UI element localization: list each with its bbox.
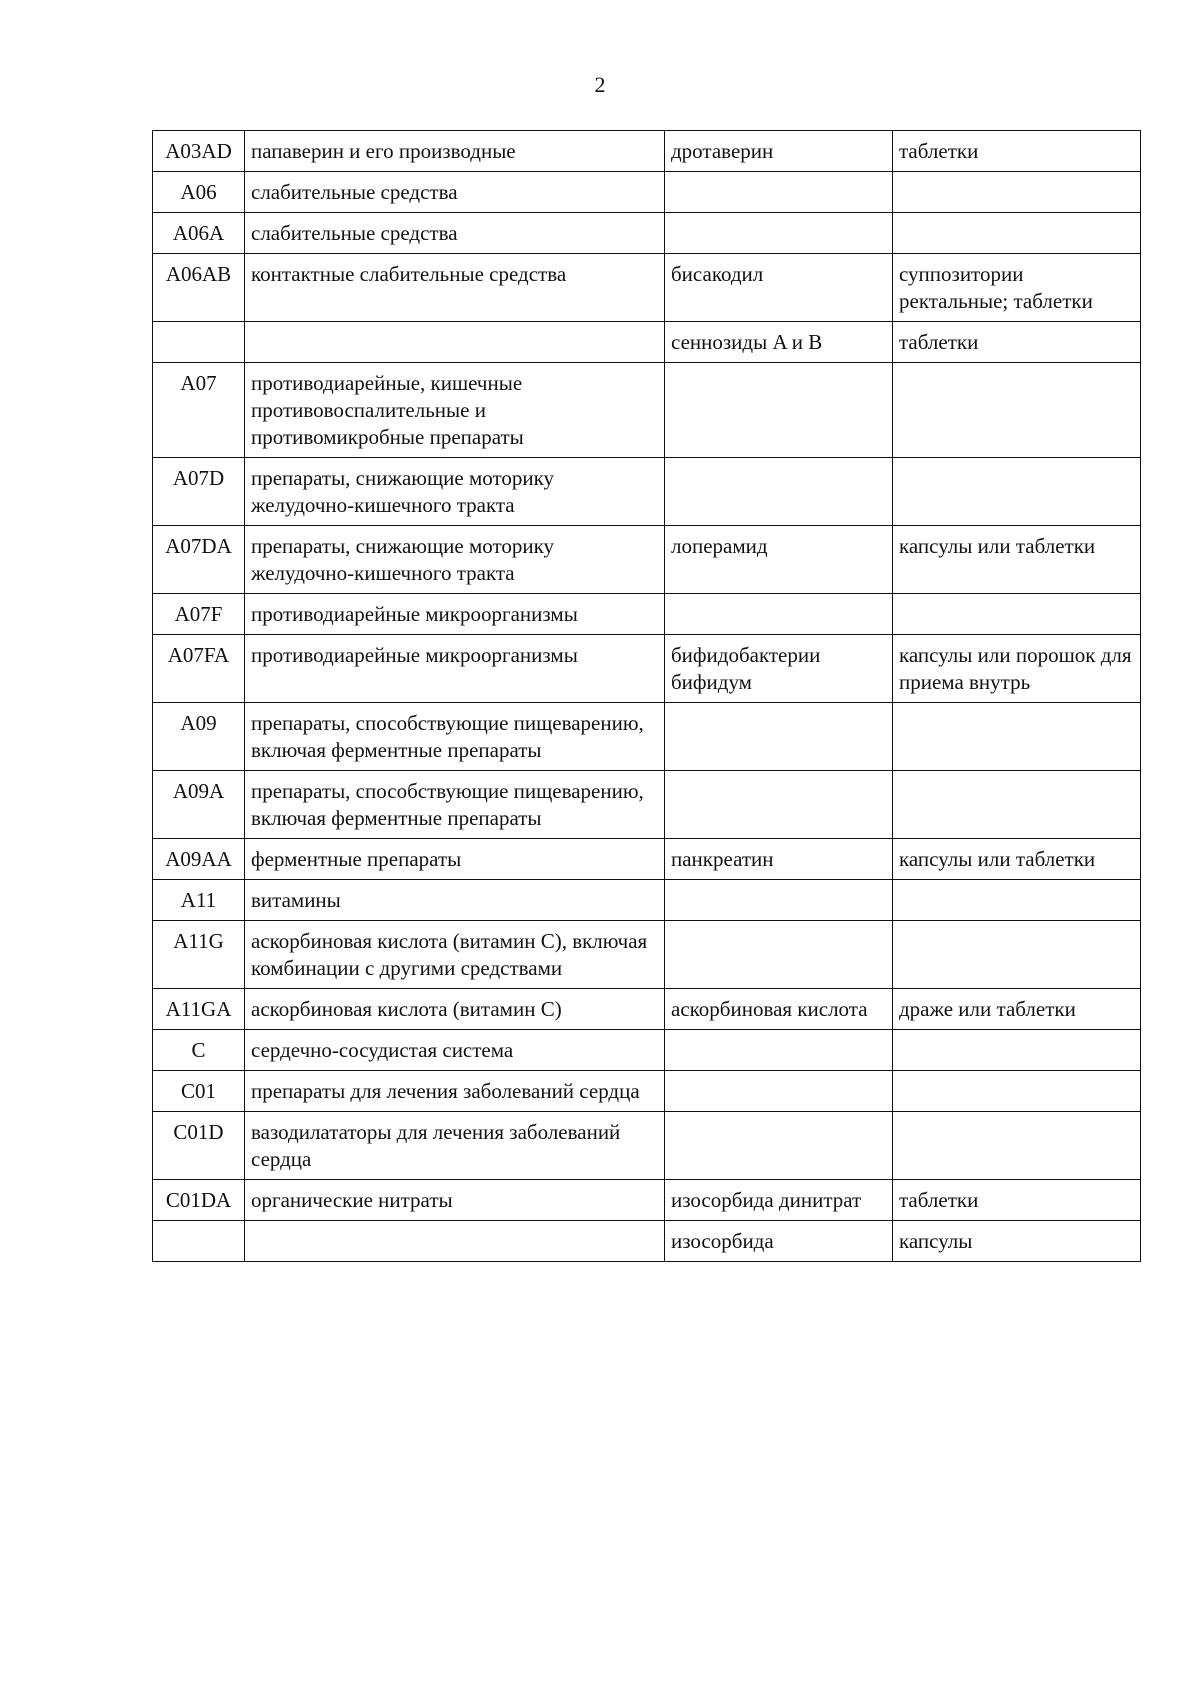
pharmacological-group-cell: контактные слабительные средства	[245, 254, 665, 322]
dosage-form-cell	[893, 458, 1141, 526]
table-row	[153, 839, 1141, 880]
drug-name-cell	[665, 1071, 893, 1112]
atc-code-cell: A07DA	[153, 526, 245, 594]
dosage-form-cell	[893, 921, 1141, 989]
table-row	[153, 254, 1141, 322]
drug-name-cell: панкреатин	[665, 839, 893, 880]
table-row	[153, 1071, 1141, 1112]
atc-code-cell: C01	[153, 1071, 245, 1112]
dosage-form-cell	[893, 213, 1141, 254]
table-row	[153, 1180, 1141, 1221]
pharmacological-group-cell: слабительные средства	[245, 172, 665, 213]
atc-code-cell: A03AD	[153, 131, 245, 172]
drug-name-cell	[665, 458, 893, 526]
atc-code-cell	[153, 1221, 245, 1262]
drug-name-cell	[665, 213, 893, 254]
drug-name-cell	[665, 921, 893, 989]
drug-name-cell: бифидобактерии бифидум	[665, 635, 893, 703]
atc-code-cell: C	[153, 1030, 245, 1071]
drug-name-cell	[665, 1112, 893, 1180]
dosage-form-cell: капсулы	[893, 1221, 1141, 1262]
table-row	[153, 526, 1141, 594]
pharmacological-group-cell: слабительные средства	[245, 213, 665, 254]
atc-code-cell	[153, 322, 245, 363]
pharmacological-group-cell: органические нитраты	[245, 1180, 665, 1221]
atc-code-cell: A09	[153, 703, 245, 771]
drug-name-cell	[665, 594, 893, 635]
dosage-form-cell: таблетки	[893, 1180, 1141, 1221]
drug-name-cell	[665, 363, 893, 458]
atc-code-cell: A07FA	[153, 635, 245, 703]
pharmacological-group-cell	[245, 322, 665, 363]
atc-code-cell: A09AA	[153, 839, 245, 880]
table-row	[153, 880, 1141, 921]
atc-code-cell: A11	[153, 880, 245, 921]
dosage-form-cell	[893, 172, 1141, 213]
table-row	[153, 458, 1141, 526]
table-row	[153, 322, 1141, 363]
dosage-form-cell: таблетки	[893, 322, 1141, 363]
pharmacological-group-cell: препараты, снижающие моторику желудочно-кишечного тракта	[245, 458, 665, 526]
pharmacological-group-cell: ферментные препараты	[245, 839, 665, 880]
drug-name-cell: изосорбида	[665, 1221, 893, 1262]
pharmacological-group-cell: препараты для лечения заболеваний сердца	[245, 1071, 665, 1112]
dosage-form-cell	[893, 703, 1141, 771]
drug-name-cell: аскорбиновая кислота	[665, 989, 893, 1030]
dosage-form-cell	[893, 771, 1141, 839]
atc-code-cell: A07D	[153, 458, 245, 526]
dosage-form-cell: капсулы или таблетки	[893, 839, 1141, 880]
dosage-form-cell	[893, 363, 1141, 458]
dosage-form-cell	[893, 1071, 1141, 1112]
atc-code-cell: A07	[153, 363, 245, 458]
atc-code-cell: A09A	[153, 771, 245, 839]
table-row	[153, 594, 1141, 635]
drug-name-cell: бисакодил	[665, 254, 893, 322]
page-number: 2	[594, 72, 606, 97]
dosage-form-cell: капсулы или таблетки	[893, 526, 1141, 594]
pharmacological-group-cell: противодиарейные микроорганизмы	[245, 635, 665, 703]
atc-code-cell: A11G	[153, 921, 245, 989]
table-row	[153, 771, 1141, 839]
pharmacological-group-cell: сердечно-сосудистая система	[245, 1030, 665, 1071]
pharmacological-group-cell: препараты, способствующие пищеварению, включая ферментные препараты	[245, 703, 665, 771]
drug-name-cell	[665, 1030, 893, 1071]
atc-code-cell: A07F	[153, 594, 245, 635]
drug-name-cell: изосорбида динитрат	[665, 1180, 893, 1221]
pharmacological-group-cell: витамины	[245, 880, 665, 921]
drug-name-cell	[665, 771, 893, 839]
pharmacological-group-cell: противодиарейные, кишечные противовоспалительные и противомикробные препараты	[245, 363, 665, 458]
drug-name-cell: лоперамид	[665, 526, 893, 594]
dosage-form-cell: драже или таблетки	[893, 989, 1141, 1030]
pharmacological-group-cell: аскорбиновая кислота (витамин C)	[245, 989, 665, 1030]
table-row	[153, 921, 1141, 989]
drug-name-cell	[665, 703, 893, 771]
table-row	[153, 703, 1141, 771]
drug-name-cell: дротаверин	[665, 131, 893, 172]
pharmacological-group-cell: препараты, снижающие моторику желудочно-кишечного тракта	[245, 526, 665, 594]
drug-name-cell	[665, 172, 893, 213]
pharmacological-group-cell	[245, 1221, 665, 1262]
table-row	[153, 635, 1141, 703]
pharmacological-group-cell: препараты, способствующие пищеварению, включая ферментные препараты	[245, 771, 665, 839]
pharmacological-group-cell: противодиарейные микроорганизмы	[245, 594, 665, 635]
table-row	[153, 1221, 1141, 1262]
pharmacological-group-cell: вазодилататоры для лечения заболеваний сердца	[245, 1112, 665, 1180]
dosage-form-cell	[893, 594, 1141, 635]
table-row	[153, 213, 1141, 254]
dosage-form-cell: капсулы или порошок для приема внутрь	[893, 635, 1141, 703]
drug-name-cell: сеннозиды A и B	[665, 322, 893, 363]
table-row	[153, 1030, 1141, 1071]
atc-code-cell: A06	[153, 172, 245, 213]
dosage-form-cell: таблетки	[893, 131, 1141, 172]
atc-code-cell: A06A	[153, 213, 245, 254]
table-row	[153, 131, 1141, 172]
atc-code-cell: A11GA	[153, 989, 245, 1030]
dosage-form-cell: суппозитории ректальные; таблетки	[893, 254, 1141, 322]
atc-code-cell: C01DA	[153, 1180, 245, 1221]
medicines-table	[152, 130, 1141, 1262]
pharmacological-group-cell: папаверин и его производные	[245, 131, 665, 172]
table-row	[153, 363, 1141, 458]
atc-code-cell: A06AB	[153, 254, 245, 322]
table-row	[153, 1112, 1141, 1180]
dosage-form-cell	[893, 880, 1141, 921]
table-row	[153, 989, 1141, 1030]
dosage-form-cell	[893, 1030, 1141, 1071]
atc-code-cell: C01D	[153, 1112, 245, 1180]
drug-name-cell	[665, 880, 893, 921]
pharmacological-group-cell: аскорбиновая кислота (витамин C), включая комбинации с другими средствами	[245, 921, 665, 989]
table-row	[153, 172, 1141, 213]
dosage-form-cell	[893, 1112, 1141, 1180]
